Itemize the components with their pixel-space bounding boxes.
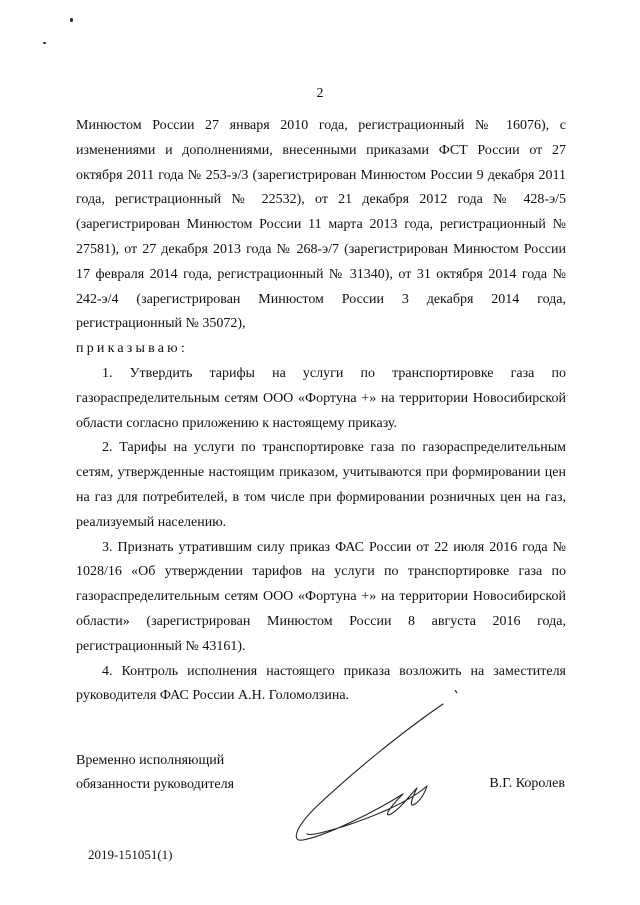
signatory-title: [76, 749, 234, 797]
handwritten-signature: [285, 690, 465, 850]
order-item-2: 2. Тарифы на услуги по транспортировке газа по газораспределительным сетям, утвержденные настоящим приказом, учитываются при формировании цен на газ для потребителей, в том числе при формировании розничных цен на газ, реализуемый населению.: [76, 440, 566, 530]
document-body: [76, 114, 566, 709]
page-number: 2: [316, 86, 324, 101]
order-word: приказываю:: [76, 341, 188, 357]
order-item-4: 4. Контроль исполнения настоящего приказа возложить на заместителя руководителя ФАС России А.Н. Голомолзина.: [76, 663, 566, 704]
scan-mark: [43, 42, 46, 44]
document-id: 2019-151051(1): [88, 847, 173, 862]
order-item-1: 1. Утвердить тарифы на услуги по транспортировке газа по газораспределительным сетям ООО «Фортуна +» на территории Новосибирской области согласно приложению к настоящему приказу.: [76, 365, 566, 431]
order-item-3: 3. Признать утратившим силу приказ ФАС России от 22 июля 2016 года № 1028/16 «Об утверждении тарифов на услуги по транспортировке газа по газораспределительным сетям ООО «Фортуна +» на территории Новосибирской области» (зарегистрирован Минюстом России 8 августа 2016 года, регистрационный № 43161).: [76, 539, 566, 654]
signatory-title-line-2: обязанности руководителя: [76, 777, 235, 792]
signatory-name: В.Г. Королев: [489, 776, 565, 791]
scan-mark: [70, 18, 73, 22]
preamble-paragraph: Минюстом России 27 января 2010 года, регистрационный № 16076), с изменениями и дополнениями, внесенными приказами ФСТ России от 27 октября 2011 года № 253-э/3 (зарегистрирован Минюстом России 9 декабря 2011 года, регистрационный № 22532), от 21 декабря 2012 года № 428-э/5 (зарегистрирован Минюстом России 11 марта 2013 года, регистрационный № 27581), от 27 декабря 2013 года № 268-э/7 (зарегистрирован Минюстом России 17 февраля 2014 года, регистрационный № 31340), от 31 октября 2014 года № 242-э/4 (зарегистрирован Минюстом России 3 декабря 2014 года, регистрационный № 35072),: [76, 118, 566, 332]
signatory-title-line-1: Временно исполняющий: [76, 753, 225, 768]
